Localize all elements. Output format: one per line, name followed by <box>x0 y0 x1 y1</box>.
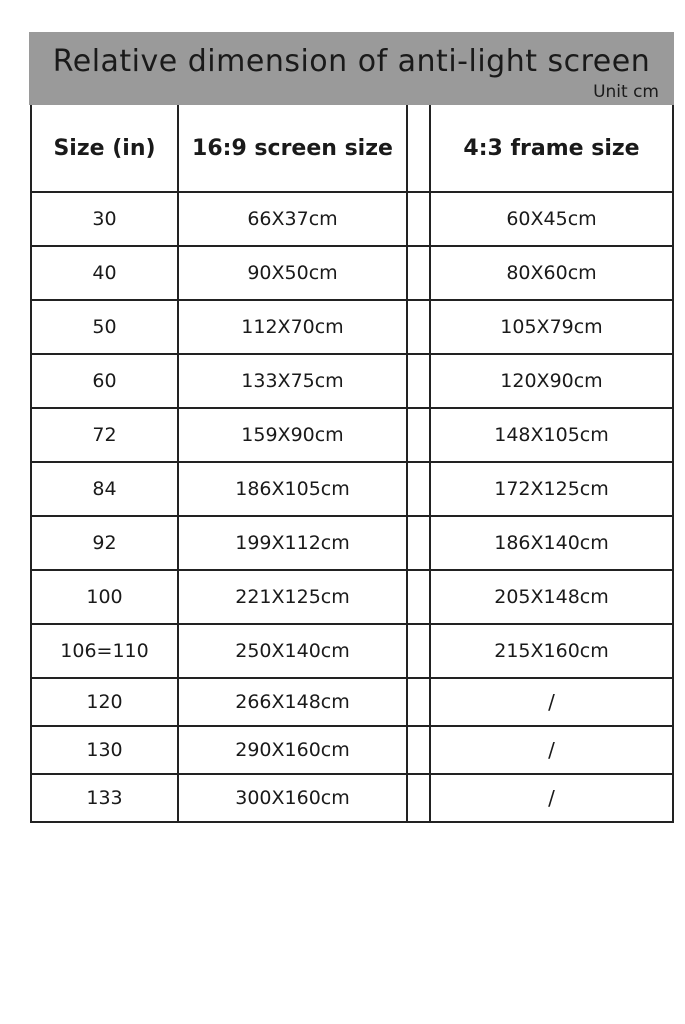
cell-size: 133 <box>31 774 178 822</box>
cell-size: 92 <box>31 516 178 570</box>
table-row <box>31 246 673 300</box>
cell-16-9: 133X75cm <box>178 354 407 408</box>
cell-gap <box>407 192 430 246</box>
cell-16-9: 66X37cm <box>178 192 407 246</box>
table-row <box>31 408 673 462</box>
header-row <box>31 105 673 192</box>
header-4-3: 4:3 frame size <box>430 105 673 192</box>
header-gap <box>407 105 430 192</box>
cell-4-3: 186X140cm <box>430 516 673 570</box>
dimension-table <box>30 105 674 823</box>
cell-size: 60 <box>31 354 178 408</box>
cell-gap <box>407 246 430 300</box>
table-row <box>31 624 673 678</box>
cell-gap <box>407 570 430 624</box>
cell-16-9: 266X148cm <box>178 678 407 726</box>
cell-gap <box>407 678 430 726</box>
cell-size: 100 <box>31 570 178 624</box>
cell-4-3: 172X125cm <box>430 462 673 516</box>
cell-size: 106=110 <box>31 624 178 678</box>
cell-4-3: 205X148cm <box>430 570 673 624</box>
cell-4-3: / <box>430 726 673 774</box>
cell-16-9: 290X160cm <box>178 726 407 774</box>
cell-size: 72 <box>31 408 178 462</box>
header-size: Size (in) <box>31 105 178 192</box>
table-row <box>31 678 673 726</box>
cell-gap <box>407 300 430 354</box>
cell-size: 50 <box>31 300 178 354</box>
cell-16-9: 186X105cm <box>178 462 407 516</box>
cell-16-9: 159X90cm <box>178 408 407 462</box>
table-row <box>31 570 673 624</box>
table-row <box>31 192 673 246</box>
cell-4-3: 80X60cm <box>430 246 673 300</box>
cell-16-9: 300X160cm <box>178 774 407 822</box>
cell-gap <box>407 726 430 774</box>
cell-size: 30 <box>31 192 178 246</box>
cell-4-3: 120X90cm <box>430 354 673 408</box>
cell-size: 40 <box>31 246 178 300</box>
cell-gap <box>407 774 430 822</box>
table-body <box>31 192 673 822</box>
cell-gap <box>407 462 430 516</box>
cell-4-3: 215X160cm <box>430 624 673 678</box>
table-row <box>31 516 673 570</box>
cell-4-3: 105X79cm <box>430 300 673 354</box>
cell-size: 130 <box>31 726 178 774</box>
cell-4-3: 148X105cm <box>430 408 673 462</box>
cell-4-3: 60X45cm <box>430 192 673 246</box>
page-title: Relative dimension of anti-light screen <box>52 44 651 79</box>
cell-16-9: 199X112cm <box>178 516 407 570</box>
table-row <box>31 726 673 774</box>
cell-16-9: 90X50cm <box>178 246 407 300</box>
cell-gap <box>407 624 430 678</box>
cell-16-9: 250X140cm <box>178 624 407 678</box>
header-16-9: 16:9 screen size <box>178 105 407 192</box>
title-banner <box>29 32 674 105</box>
table-row <box>31 300 673 354</box>
cell-gap <box>407 408 430 462</box>
cell-4-3: / <box>430 774 673 822</box>
cell-gap <box>407 354 430 408</box>
table-row <box>31 774 673 822</box>
cell-size: 120 <box>31 678 178 726</box>
cell-size: 84 <box>31 462 178 516</box>
unit-label: Unit cm <box>593 82 659 102</box>
cell-gap <box>407 516 430 570</box>
cell-16-9: 112X70cm <box>178 300 407 354</box>
cell-4-3: / <box>430 678 673 726</box>
cell-16-9: 221X125cm <box>178 570 407 624</box>
table-row <box>31 354 673 408</box>
table-row <box>31 462 673 516</box>
